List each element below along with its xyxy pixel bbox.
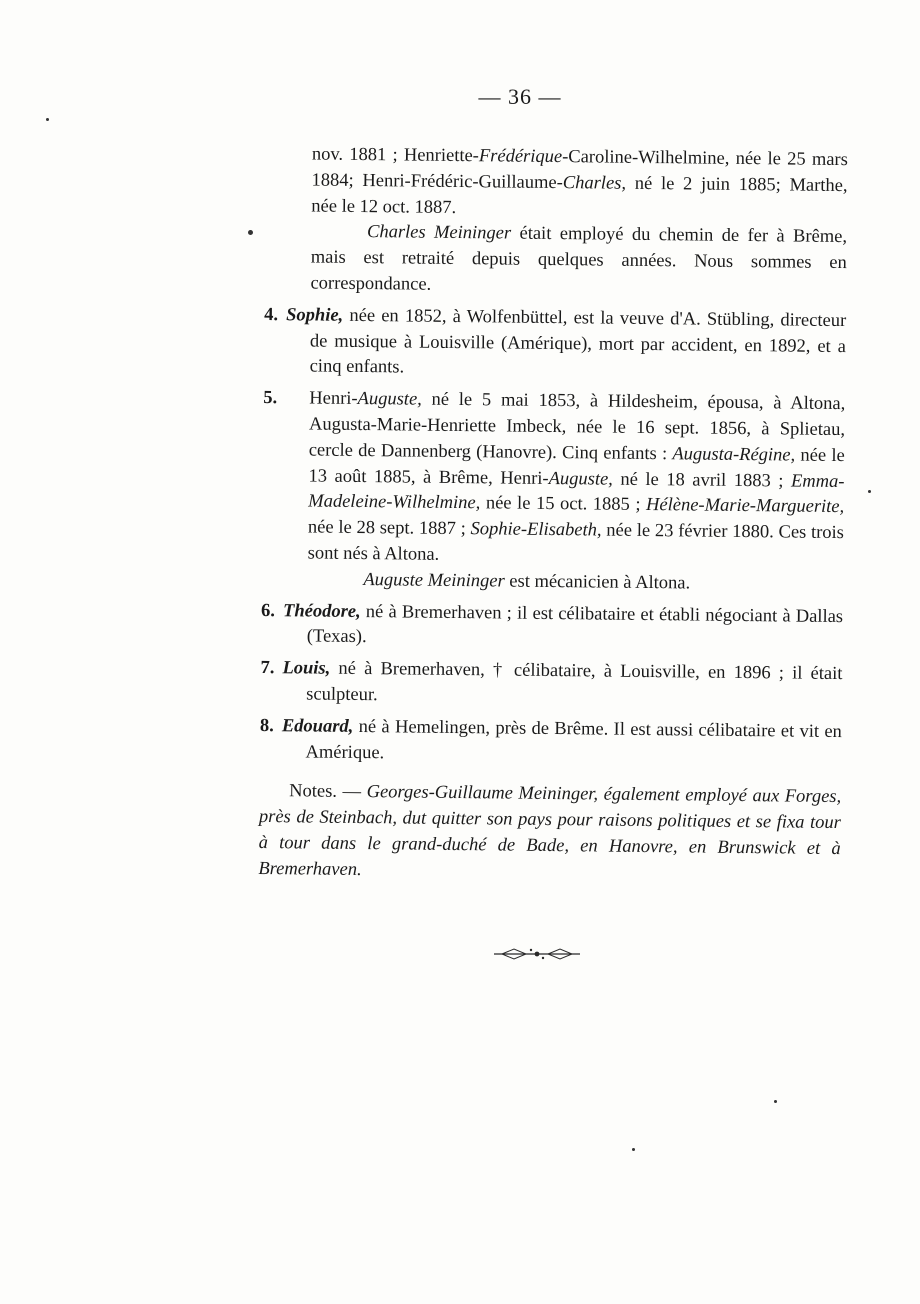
text-run: née le 23 février 1880. Ces trois sont nés à Altona. <box>307 520 845 565</box>
text-run: né le 5 mai 1853, à Hildesheim, épousa, à Altona, Augusta-Marie-Henriette Imbeck, née le 16 sept. 1856, à Splietau, cercle de Dannenberg (Hanovre). Cinq enfants : <box>308 389 846 465</box>
item-text <box>282 656 843 713</box>
list-item-8 <box>259 714 842 772</box>
italic-name: Frédérique <box>478 146 563 168</box>
text-run: née le 15 oct. 1885 ; <box>480 493 647 516</box>
notes-label: Notes. — <box>289 781 367 803</box>
item-text <box>281 714 842 771</box>
text-run: née le 28 sept. 1887 ; <box>307 517 471 540</box>
text-run: Henri- <box>309 388 358 410</box>
item-text <box>286 303 847 386</box>
item-number: 4. <box>264 304 279 325</box>
page-speck <box>46 118 49 121</box>
page-speck <box>774 1100 777 1103</box>
page-speck <box>248 230 253 235</box>
italic-name: Augusta-Régine, <box>672 444 796 466</box>
text-run: né le 2 juin 1885; Marthe, née le 12 oct. 1887. <box>311 173 848 218</box>
list-item-7 <box>260 656 843 714</box>
item-text <box>283 386 845 598</box>
italic-name: Auguste, <box>357 389 422 410</box>
italic-name: Sophie, <box>286 305 344 326</box>
notes-text: également employé aux Forges, près de Steinbach, dut quitter son pays pour raisons politiques et se fixa tour à tour dans le grand-duché de Bade, en Hanovre, en Brunswick et à Bremerhaven. <box>258 784 842 880</box>
italic-name: Auguste, <box>548 468 613 490</box>
text-run: était employé du chemin de fer à Brême, mais est retraité depuis quelques années. Nous sommes en correspondance. <box>310 223 848 295</box>
italic-name: Emma-Madeleine-Wilhelmine, <box>308 471 845 514</box>
list-item-6 <box>261 599 844 657</box>
page-number: — 36 — <box>478 84 562 109</box>
paragraph-charles <box>264 219 847 302</box>
notes-paragraph <box>258 779 841 888</box>
item-number: 7. <box>260 658 275 679</box>
text-run: née le 13 août 1885, à Brême, Henri- <box>308 445 845 489</box>
italic-name: Auguste Meininger <box>363 569 505 592</box>
page-speck <box>868 490 871 493</box>
text-run: né à Bremerhaven, † célibataire, à Louisville, en 1896 ; il était sculpteur. <box>306 658 843 706</box>
text-run: né à Bremerhaven ; il est célibataire et établi négociant à Dallas (Texas). <box>306 601 844 648</box>
body-text <box>258 142 848 889</box>
item-subparagraph <box>307 567 843 598</box>
italic-name: Charles, <box>562 172 627 194</box>
italic-name: Charles Meininger <box>366 222 512 244</box>
list-item-5 <box>261 386 845 598</box>
item-paragraph <box>308 387 846 573</box>
italic-name: Théodore, <box>282 600 361 622</box>
text-run: née en 1852, à Wolfenbüttel, est la veuve d'A. Stübling, directeur de musique à Louisville (Amérique), mort par accident, en 1892, et a cinq enfants. <box>309 305 847 378</box>
item-number: 8. <box>259 715 274 736</box>
fleuron-divider-icon <box>492 944 582 964</box>
italic-name: Edouard, <box>281 715 354 737</box>
item-number: 5. <box>263 388 278 409</box>
text-run: est mécanicien à Altona. <box>504 571 691 594</box>
italic-name: Louis, <box>282 658 331 679</box>
text-run: -Caroline-Wilhelmine, née le 25 mars 1884; Henri-Frédéric-Guillaume- <box>311 147 848 193</box>
paragraph-children-list <box>265 142 848 225</box>
item-text <box>283 599 844 656</box>
text-run: né le 18 avril 1883 ; <box>612 469 792 492</box>
list-item-4 <box>264 303 847 386</box>
italic-name: Hélène-Marie-Marguerite, <box>645 495 845 518</box>
text-run: né à Hemelingen, près de Brême. Il est aussi célibataire et vit en Amérique. <box>305 716 842 763</box>
italic-name: Sophie-Elisabeth, <box>470 519 602 541</box>
item-number: 6. <box>260 600 276 621</box>
italic-name: Georges-Guillaume Meininger, <box>366 782 599 805</box>
page-speck <box>632 1148 635 1151</box>
text-run: nov. 1881 ; Henriette- <box>311 144 480 167</box>
